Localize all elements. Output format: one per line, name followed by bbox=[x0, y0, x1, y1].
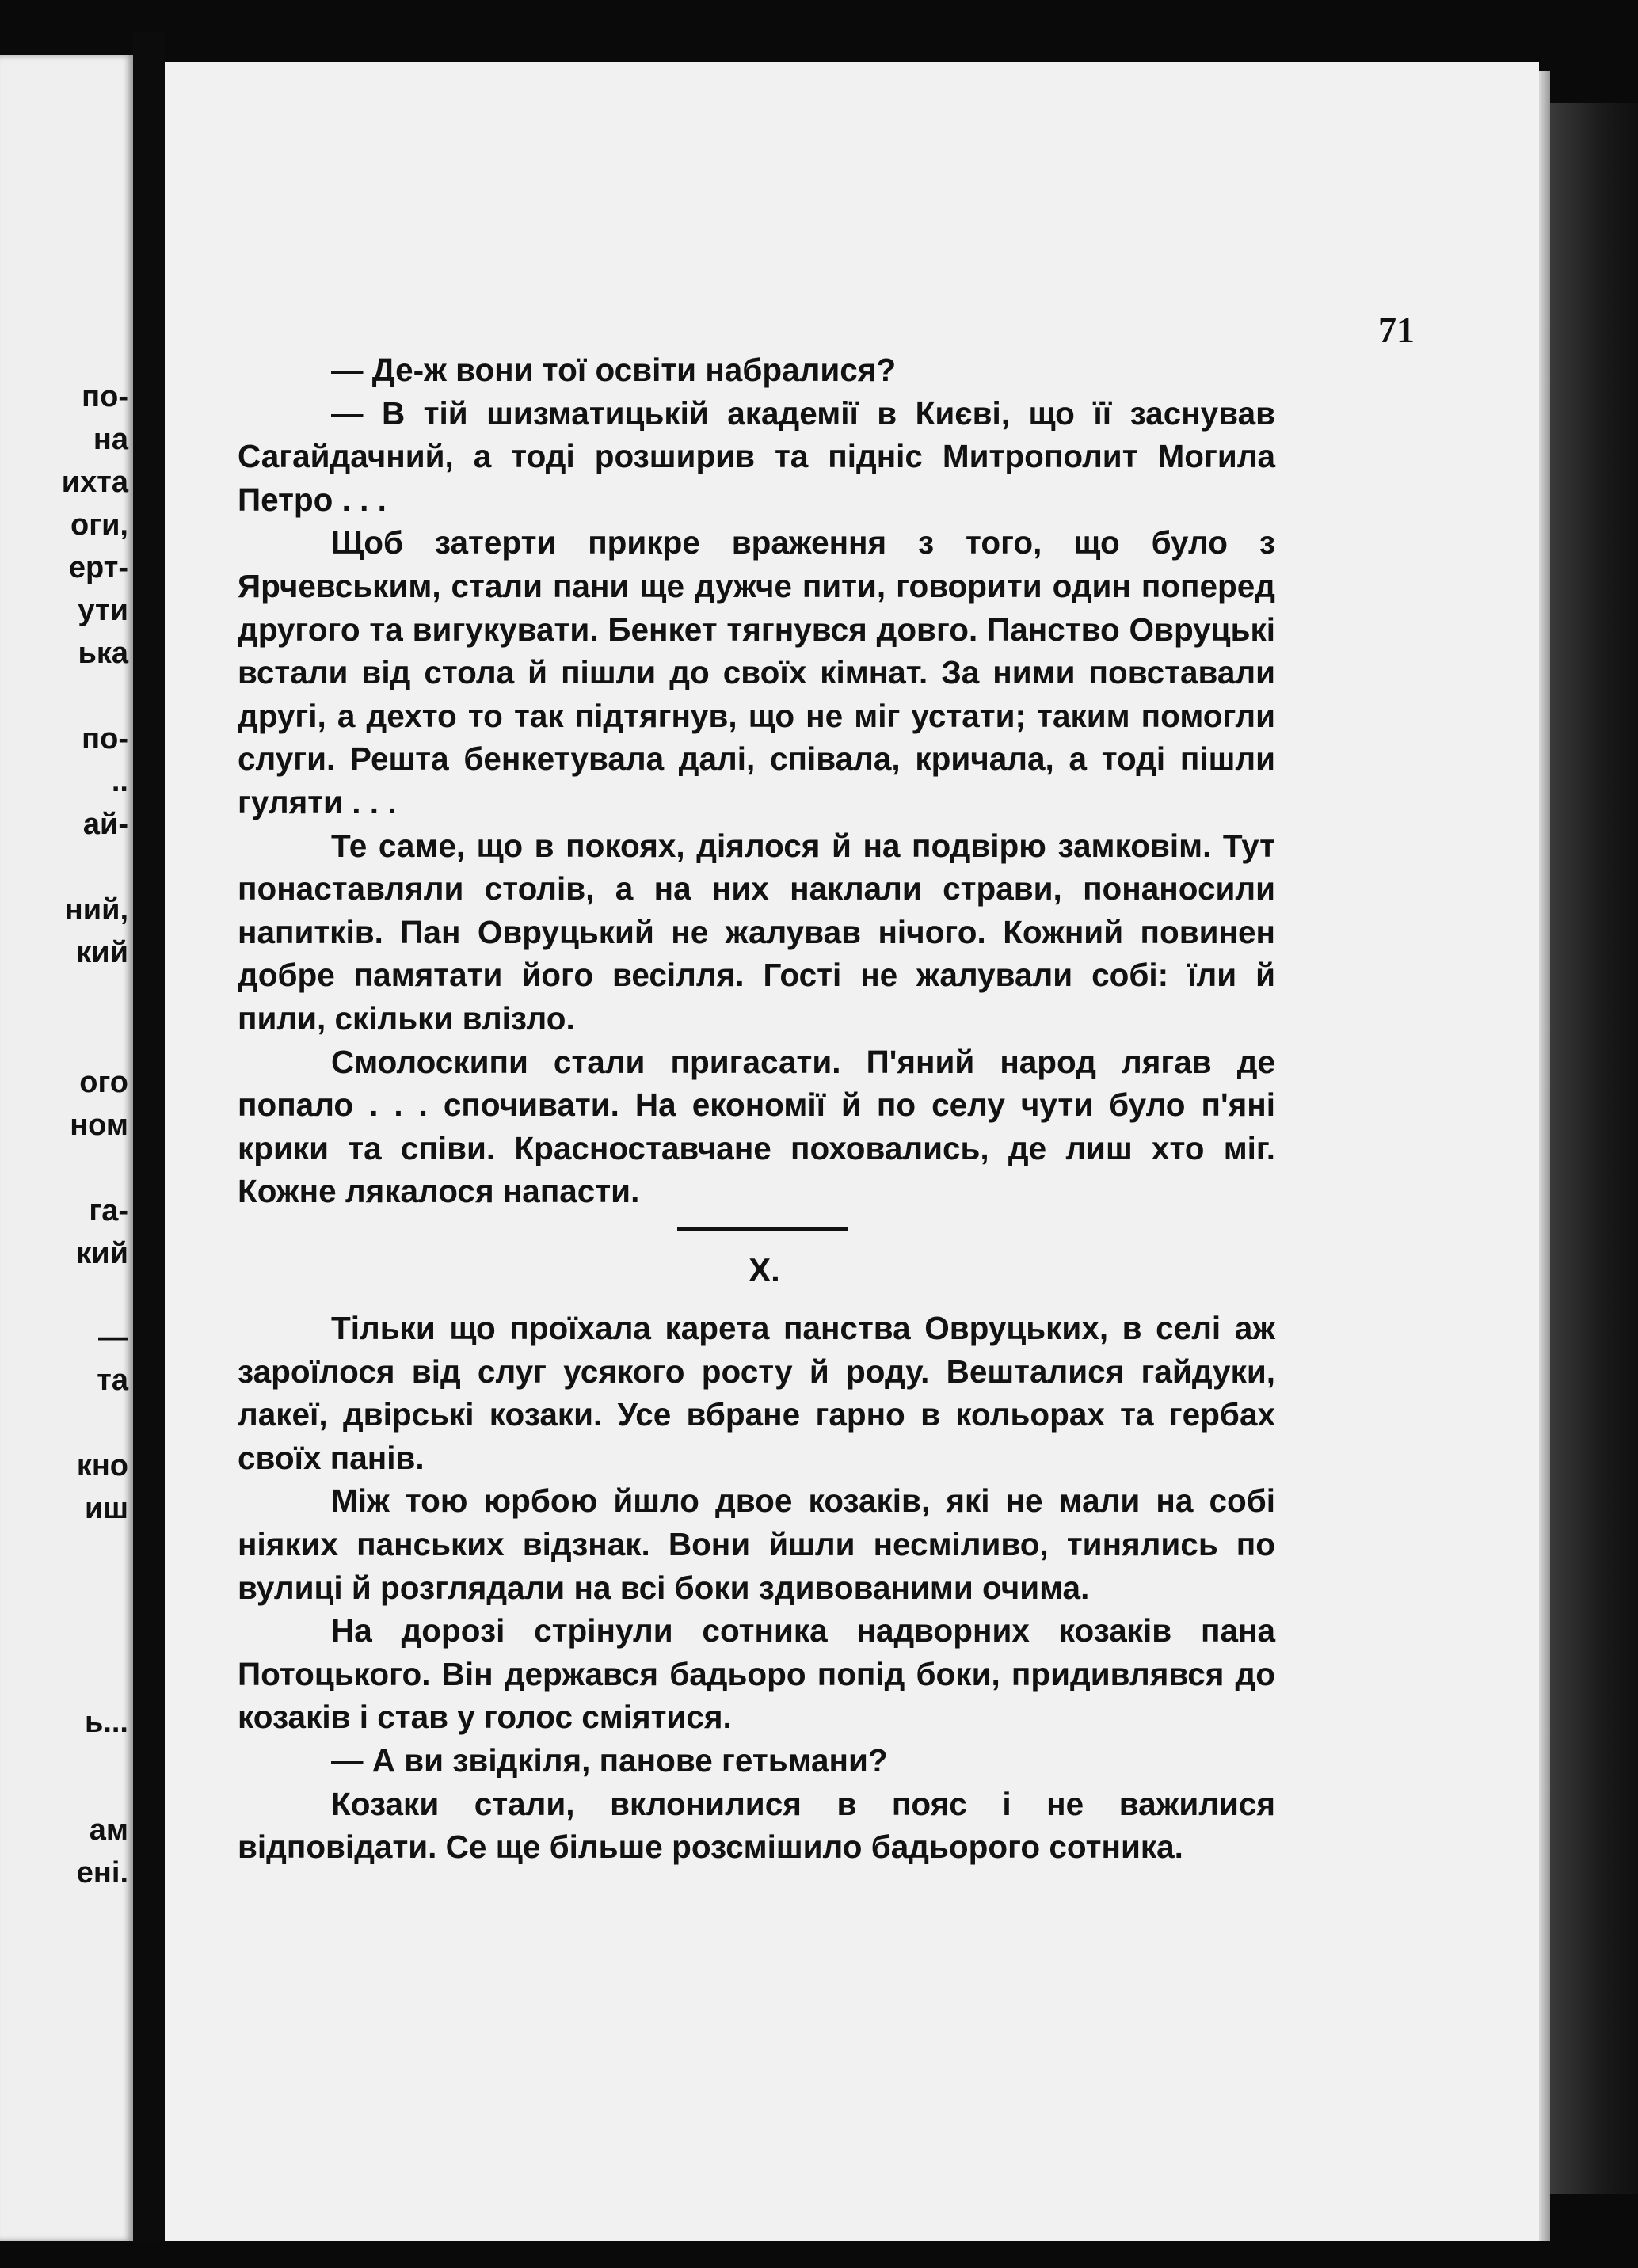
book-gutter bbox=[133, 32, 165, 2249]
left-page-fragment: кий bbox=[76, 1237, 128, 1270]
paragraph: Козаки стали, вклонилися в пояс і не важилися відповідати. Се ще більше розсмішило бадьорого сотника. bbox=[238, 1785, 1275, 1866]
left-page-fragment: ерт- bbox=[68, 551, 128, 584]
left-page-fragment: по- bbox=[82, 380, 128, 413]
left-page-fragment: ний, bbox=[64, 893, 128, 927]
section-divider bbox=[677, 1227, 848, 1231]
section-heading: X. bbox=[749, 1251, 780, 1288]
underlying-pages bbox=[1550, 103, 1638, 2194]
left-page-fragment: — bbox=[98, 1321, 128, 1354]
paragraph: Тільки що проїхала карета панства Овруцьких, в селі аж зароїлося від слуг усякого росту й роду. Вешталися гайдуки, лакеї, двірські козаки. Усе вбране гарно в кольорах та гербах своїх панів. bbox=[238, 1310, 1275, 1476]
left-page-fragment: ном bbox=[70, 1109, 128, 1142]
left-page-fragment: та bbox=[97, 1364, 128, 1397]
left-page-fragment: ька bbox=[78, 637, 128, 670]
left-page-fragment: ого bbox=[79, 1066, 128, 1099]
dialogue-line: — Де-ж вони тої освіти набралися? bbox=[331, 352, 897, 388]
left-page-fragment: кно bbox=[76, 1449, 128, 1482]
left-page-fragment: кий bbox=[76, 936, 128, 969]
bottom-border bbox=[0, 2241, 1638, 2268]
paragraph: Між тою юрбою йшло двое козаків, які не мали на собі ніяких панських відзнак. Вони йшли несміливо, тинялись по вулиці й розглядали на всі боки здивованими очима. bbox=[238, 1482, 1275, 1606]
left-page-fragment: ам bbox=[89, 1813, 128, 1847]
previous-page-fragment bbox=[0, 55, 133, 2241]
page-number: 71 bbox=[1378, 310, 1415, 350]
text-block-bottom bbox=[238, 1307, 1275, 1869]
dialogue-line: — В тій шизматицькій академії в Києві, що її заснував Сагайдачний, а тоді розширив та підніс Митрополит Могила Петро . . . bbox=[238, 394, 1275, 518]
paragraph: Щоб затерти прикре враження з того, що було з Ярчевським, стали пани ще дужче пити, говорити один поперед другого та вигукувати. Бенкет тягнувся довго. Панство Овруцькі встали від стола й пішли до своїх кімнат. За ними повставали другі, а дехто то так підтягнув, що не міг устати; таким помогли слуги. Решта бенкетувала далі, співала, кричала, а тоді пішли гуляти . . . bbox=[238, 524, 1275, 820]
left-page-fragment: иш bbox=[84, 1492, 128, 1525]
text-block-top bbox=[238, 348, 1275, 1213]
book-page bbox=[165, 62, 1539, 2241]
left-page-fragment: по- bbox=[82, 722, 128, 755]
paragraph: Те саме, що в покоях, діялося й на подвірю замковім. Тут понаставляли столів, а на них наклали страви, понаносили напитків. Пан Овруцький не жалував нічого. Кожний повинен добре памятати його весілля. Гості не жалували собі: їли й пили, скільки влізло. bbox=[238, 827, 1275, 1037]
left-page-fragment: га- bbox=[89, 1194, 128, 1227]
left-page-fragment: ені. bbox=[76, 1856, 128, 1889]
left-page-fragment: .. bbox=[111, 765, 128, 798]
left-page-fragment: ихта bbox=[61, 466, 128, 499]
left-page-fragment: оги, bbox=[70, 508, 128, 542]
left-page-fragment: ь... bbox=[84, 1706, 128, 1739]
left-page-fragment: на bbox=[93, 423, 128, 456]
dialogue-line: — А ви звідкіля, панове гетьмани? bbox=[331, 1741, 888, 1779]
left-page-fragment: ути bbox=[78, 594, 128, 627]
left-page-fragment: ай- bbox=[82, 808, 128, 841]
paragraph: Смолоскипи стали пригасати. П'яний народ лягав де попало . . . спочивати. На економії й по селу чути було п'яні крики та співи. Красноставчане поховались, де лиш хто міг. Кожне лякалося напасти. bbox=[238, 1043, 1275, 1210]
page-edge bbox=[1539, 71, 1550, 2241]
paragraph: На дорозі стрінули сотника надворних козаків пана Потоцького. Він держався бадьоро попід боки, придивлявся до козаків і став у голос сміятися. bbox=[238, 1612, 1275, 1736]
